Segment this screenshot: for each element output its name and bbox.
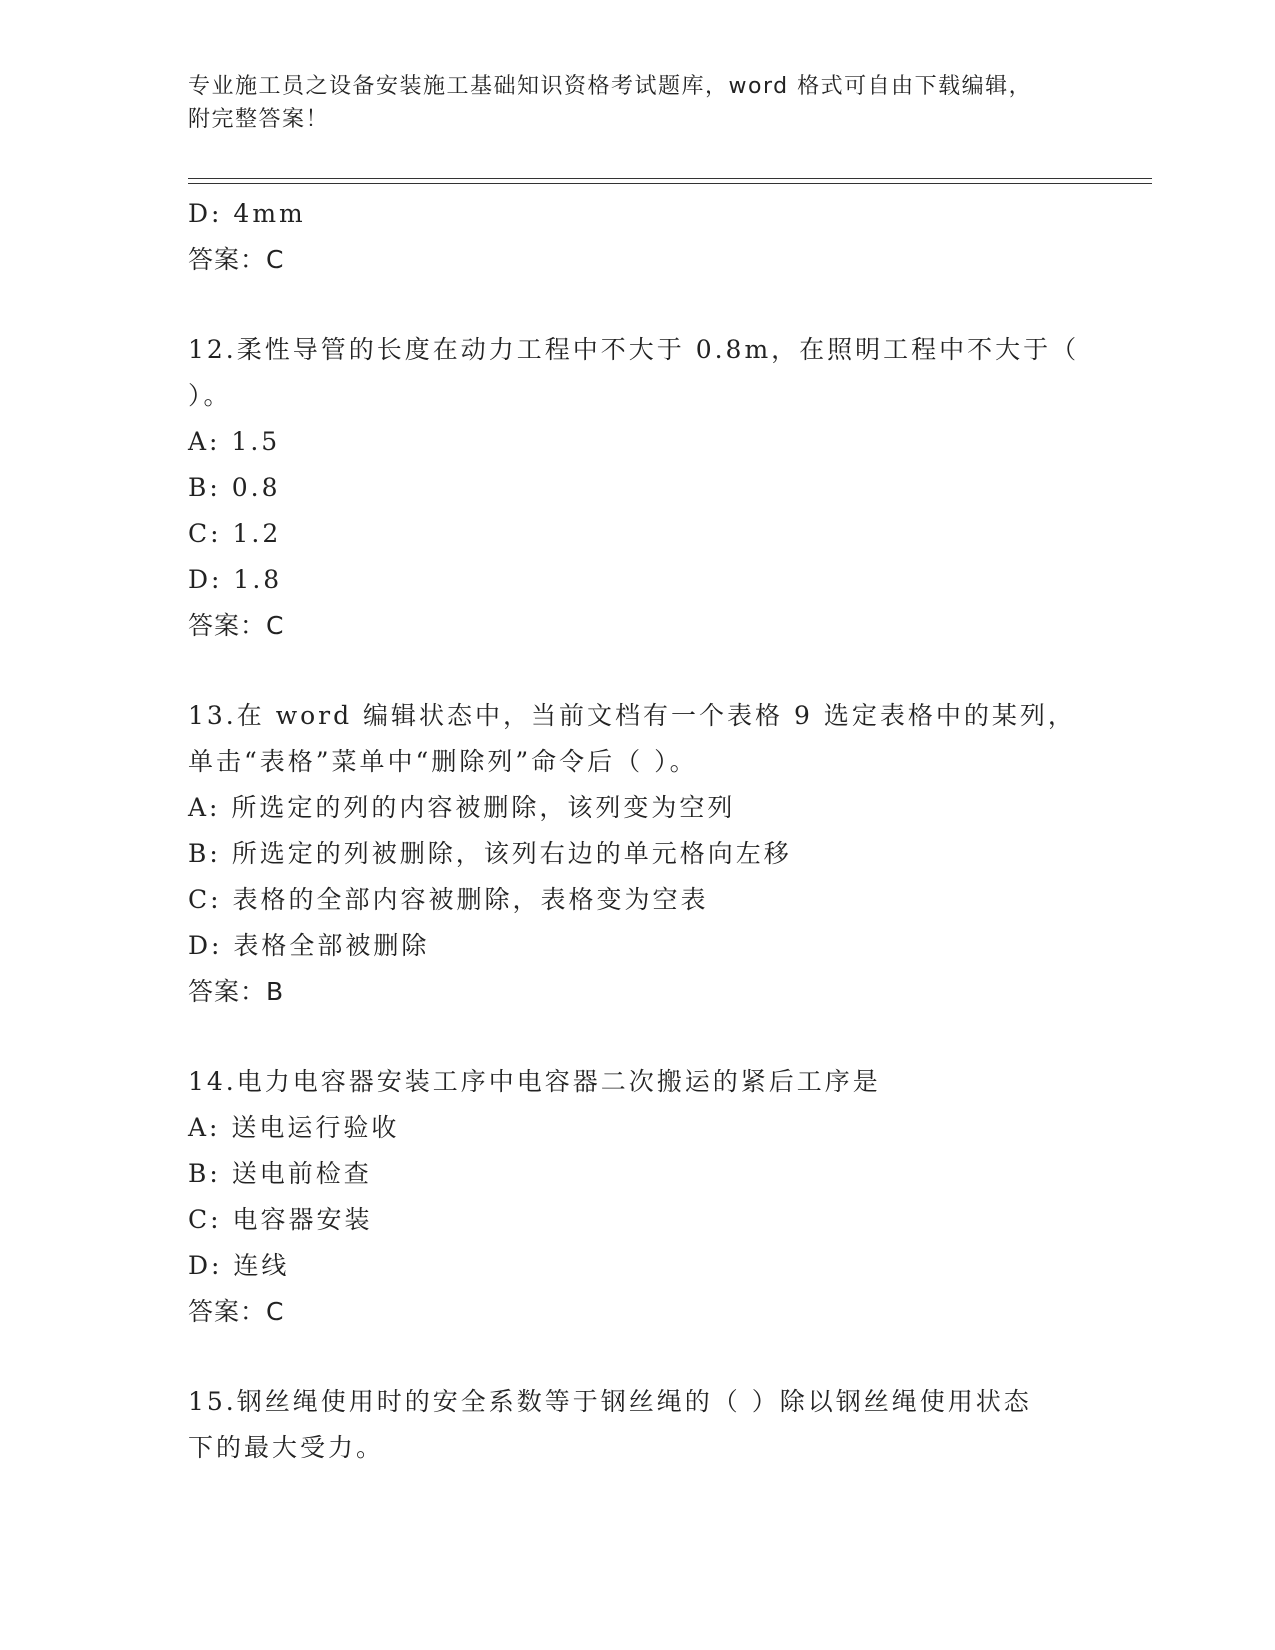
header-title-line-2: 附完整答案！	[188, 107, 330, 132]
question-stem: 15.钢丝绳使用时的安全系数等于钢丝绳的（ ）除以钢丝绳使用状态	[188, 1387, 1032, 1416]
question-stem: 12.柔性导管的长度在动力工程中不大于 0.8m，在照明工程中不大于（	[188, 335, 1080, 364]
question-14	[188, 1059, 1152, 1335]
header-title-line-1: 专业施工员之设备安装施工基础知识资格考试题库，word 格式可自由下载编辑，	[188, 74, 1033, 99]
answer-label: 答案：C	[188, 611, 285, 640]
option-b: B: 0.8	[188, 473, 281, 502]
spacer	[188, 1335, 1152, 1379]
header-divider-bottom	[188, 183, 1152, 184]
question-15	[188, 1379, 1152, 1471]
option-a: A: 所选定的列的内容被删除，该列变为空列	[188, 793, 736, 822]
question-13	[188, 693, 1152, 1015]
option-d: D: 1.8	[188, 565, 283, 594]
question-12	[188, 327, 1152, 649]
spacer	[188, 283, 1152, 327]
option-a: A: 送电运行验收	[188, 1113, 400, 1142]
answer-label: 答案：C	[188, 1297, 285, 1326]
spacer	[188, 649, 1152, 693]
question-stem: 13.在 word 编辑状态中，当前文档有一个表格 9 选定表格中的某列，	[188, 701, 1076, 730]
question-stem: 单击“表格”菜单中“删除列”命令后（ ）。	[188, 747, 698, 776]
question-stem: ）。	[188, 381, 232, 410]
option-c: C: 表格的全部内容被删除，表格变为空表	[188, 885, 709, 914]
answer-label: 答案：C	[188, 245, 285, 274]
question-list	[188, 191, 1152, 1471]
option-d: D: 4mm	[188, 199, 306, 228]
header-divider-top	[188, 178, 1152, 179]
option-b: B: 送电前检查	[188, 1159, 372, 1188]
answer-label: 答案：B	[188, 977, 285, 1006]
question-stem: 下的最大受力。	[188, 1433, 385, 1462]
option-a: A: 1.5	[188, 427, 281, 456]
question-stem: 14.电力电容器安装工序中电容器二次搬运的紧后工序是	[188, 1067, 881, 1096]
document-header	[188, 70, 1088, 136]
option-c: C: 1.2	[188, 519, 282, 548]
question-11-tail	[188, 191, 1152, 283]
spacer	[188, 1015, 1152, 1059]
option-d: D: 连线	[188, 1251, 290, 1280]
option-b: B: 所选定的列被删除，该列右边的单元格向左移	[188, 839, 792, 868]
option-d: D: 表格全部被删除	[188, 931, 430, 960]
option-c: C: 电容器安装	[188, 1205, 373, 1234]
